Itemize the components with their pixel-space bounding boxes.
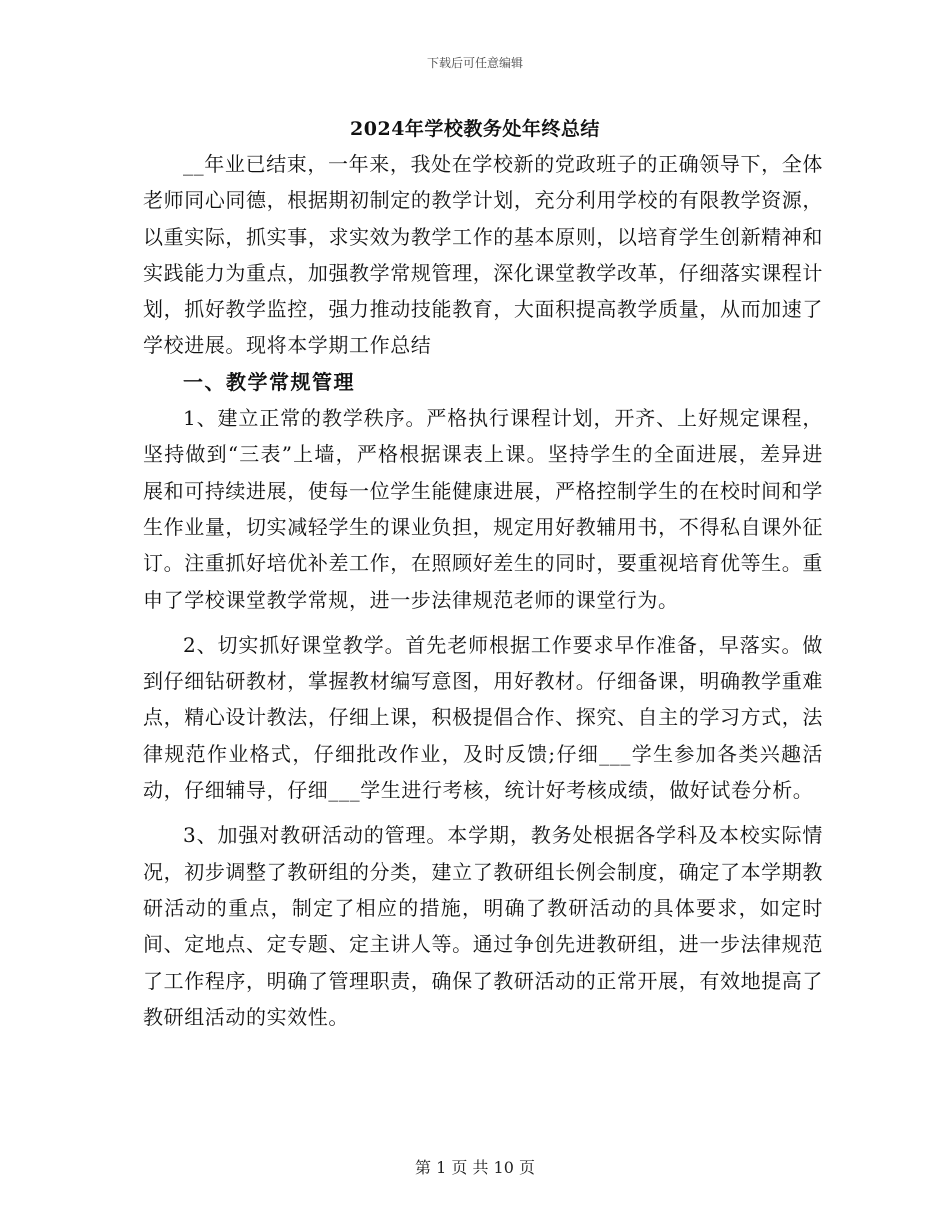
section-heading: 一、教学常规管理 [183,369,355,394]
intro-paragraph: __年业已结束，一年来，我处在学校新的党政班子的正确领导下，全体老师同心同德，根据期初制定的教学计划，充分利用学校的有限教学资源，以重实际，抓实事，求实效为教学工作的基本原则，以培育学生创新精神和实践能力为重点，加强教学常规管理，深化课堂教学改革，仔细落实课程计划，抓好教学监控，强力推动技能教育，大面积提高教学质量，从而加速了学校进展。现将本学期工作总结 [143,152,823,358]
document-title: 2024年学校教务处年终总结 [350,118,600,140]
paragraph-gap [143,808,823,817]
paragraph-3: 3、加强对教研活动的管理。本学期，教务处根据各学科及本校实际情况，初步调整了教研组的分类，建立了教研组长例会制度，确定了本学期教研活动的重点，制定了相应的措施，明确了教研活动的具体要求，如定时间、定地点、定专题、定主讲人等。通过争创先进教研组，进一步法律规范了工作程序，明确了管理职责，确保了教研活动的正常开展，有效地提高了教研组活动的实效性。 [143,823,823,1029]
page-number: 第 1 页 共 10 页 [415,1158,535,1177]
paragraph-1: 1、建立正常的教学秩序。严格执行课程计划，开齐、上好规定课程，坚持做到“三表”上墙，严格根据课表上课。坚持学生的全面进展，差异进展和可持续进展，使每一位学生能健康进展，严格控制学生的在校时间和学生作业量，切实减轻学生的课业负担，规定用好教辅用书，不得私自课外征订。注重抓好培优补差工作，在照顾好差生的同时，要重视培育优等生。重申了学校课堂教学常规，进一步法律规范老师的课堂行为。 [143,406,823,612]
header-note: 下载后可任意编辑 [426,56,523,70]
paragraph-2: 2、切实抓好课堂教学。首先老师根据工作要求早作准备，早落实。做到仔细钻研教材，掌握教材编写意图，用好教材。仔细备课，明确教学重难点，精心设计教法，仔细上课，积极提倡合作、探究、自主的学习方式，法律规范作业格式，仔细批改作业，及时反馈;仔细___学生参加各类兴趣活动，仔细辅导，仔细___学生进行考核，统计好考核成绩，做好试卷分析。 [143,632,823,803]
paragraph-gap [143,618,823,627]
document-body [143,146,823,1035]
